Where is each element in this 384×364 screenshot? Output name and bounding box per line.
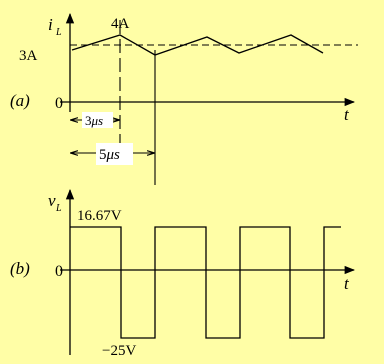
high-voltage-label: 16.67V [77, 208, 122, 224]
a-y-axis-label: i [48, 15, 53, 34]
mean-current-label: 3A [19, 48, 38, 64]
panel-a [10, 14, 358, 185]
dim2-value: 5 [99, 147, 107, 163]
dim1-value: 3 [85, 113, 92, 128]
a-origin-label: 0 [55, 95, 63, 112]
dimension-5us [71, 143, 154, 165]
b-panel-tag: (b) [10, 259, 30, 278]
b-y-axis-label: v [48, 191, 56, 210]
a-x-axis-label: t [344, 105, 349, 124]
dimension-3us [71, 112, 119, 128]
b-y-axis-sub: L [56, 203, 62, 214]
peak-current-label: 4A [111, 16, 130, 32]
panel-b [10, 190, 354, 359]
b-x-axis-label: t [344, 274, 349, 293]
low-voltage-label: −25V [102, 343, 137, 359]
svg-text:5μs [99, 147, 120, 163]
dim1-unit: μs [91, 113, 104, 128]
a-y-axis-sub: L [56, 27, 62, 38]
a-panel-tag: (a) [10, 91, 30, 110]
b-origin-label: 0 [55, 263, 63, 280]
dim2-unit: μs [106, 147, 120, 163]
svg-text:3μs [85, 113, 103, 128]
inductor-voltage-waveform [70, 227, 341, 338]
